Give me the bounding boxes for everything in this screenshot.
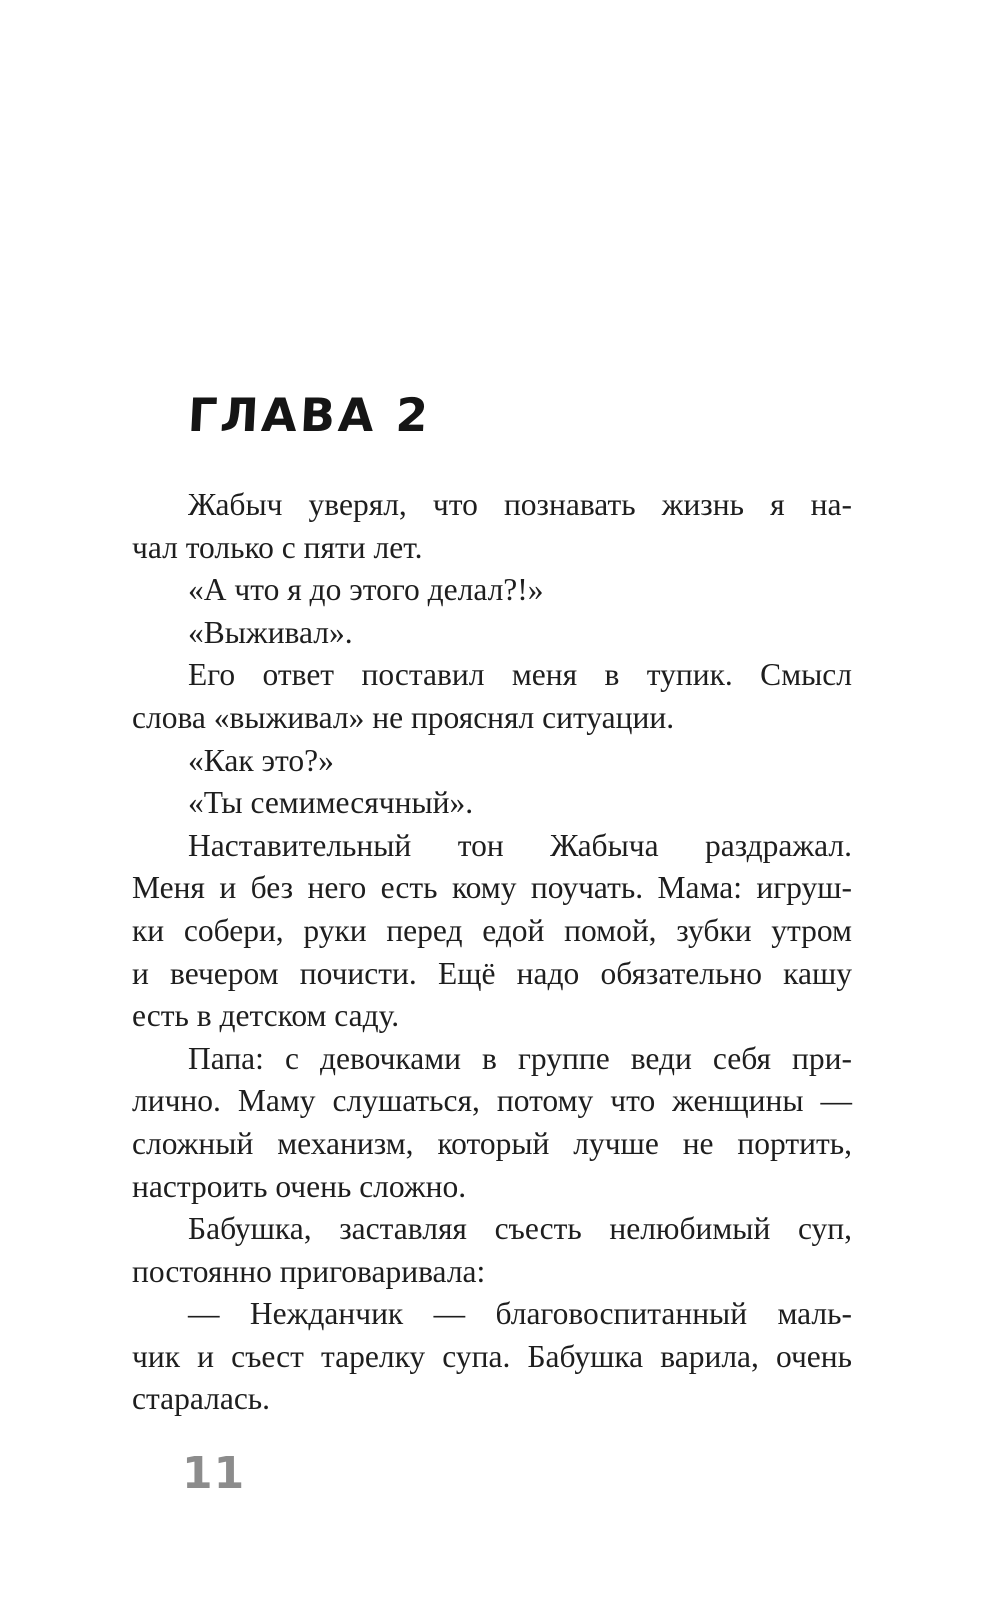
- text-line: Папа: с девочками в группе веди себя при-: [188, 1040, 852, 1076]
- text-line: Его ответ поставил меня в тупик. Смысл: [188, 657, 852, 693]
- text-line: «Выживал».: [188, 614, 353, 650]
- text-line: сложный механизм, который лучше не портить,: [132, 1125, 852, 1161]
- body-text: [132, 484, 852, 1421]
- chapter-title: ГЛАВА 2: [186, 388, 433, 442]
- text-line: Меня и без него есть кому поучать. Мама: игруш-: [132, 870, 852, 906]
- text-line: чик и съест тарелку супа. Бабушка варила, очень: [132, 1338, 852, 1374]
- text-line: лично. Маму слушаться, потому что женщины —: [132, 1083, 852, 1119]
- text-line: есть в детском саду.: [132, 998, 400, 1034]
- text-line: слова «выживал» не прояснял ситуации.: [132, 699, 675, 735]
- text-line: постоянно приговаривала:: [132, 1253, 486, 1289]
- text-line: ки собери, руки перед едой помой, зубки утром: [132, 912, 852, 948]
- text-line: Бабушка, заставляя съесть нелюбимый суп,: [188, 1211, 852, 1247]
- text-line: «Ты семимесячный».: [188, 785, 474, 821]
- text-line: и вечером почисти. Ещё надо обязательно кашу: [132, 955, 852, 991]
- text-line: настроить очень сложно.: [132, 1168, 467, 1204]
- text-line: старалась.: [132, 1381, 271, 1417]
- text-line: «Как это?»: [188, 742, 334, 778]
- text-line: — Нежданчик — благовоспитанный маль-: [188, 1296, 852, 1332]
- page-number: 11: [182, 1448, 246, 1499]
- text-line: Жабыч уверял, что познавать жизнь я на-: [188, 487, 852, 522]
- text-line: «А что я до этого делал?!»: [188, 572, 544, 608]
- text-line: чал только с пяти лет.: [132, 529, 423, 565]
- text-line: Наставительный тон Жабыча раздражал.: [188, 827, 852, 863]
